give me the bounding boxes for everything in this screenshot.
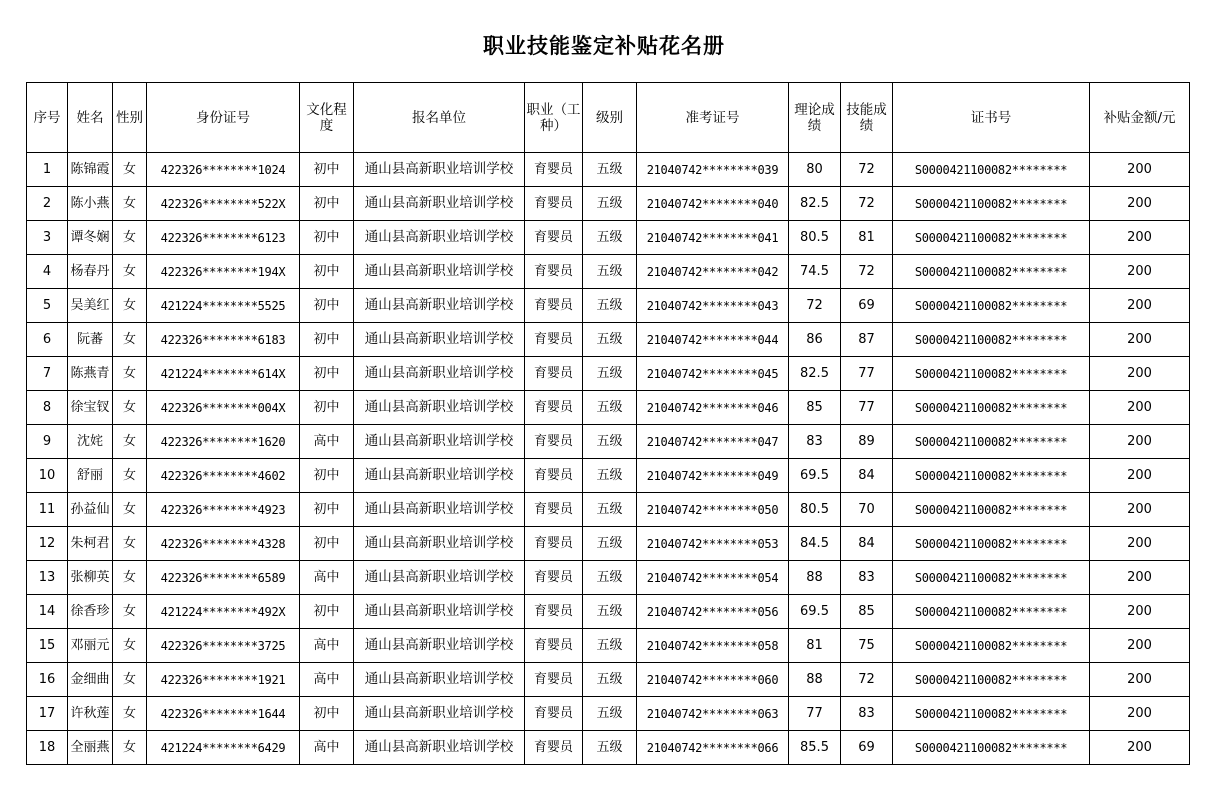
- table-row: [27, 255, 1190, 289]
- cell-id-number: 422326********6589: [147, 561, 300, 595]
- cell-name: 孙益仙: [68, 493, 113, 527]
- cell-skill-score: 69: [841, 731, 893, 765]
- cell-level: 五级: [583, 187, 637, 221]
- cell-skill-score: 72: [841, 187, 893, 221]
- cell-exam-no: 21040742********046: [637, 391, 789, 425]
- cell-amount: 200: [1090, 697, 1190, 731]
- cell-amount: 200: [1090, 187, 1190, 221]
- cell-job: 育婴员: [525, 731, 583, 765]
- cell-theory-score: 80: [789, 153, 841, 187]
- cell-id-number: 422326********6183: [147, 323, 300, 357]
- cell-unit: 通山县高新职业培训学校: [354, 561, 525, 595]
- cell-exam-no: 21040742********045: [637, 357, 789, 391]
- cell-skill-score: 84: [841, 527, 893, 561]
- cell-level: 五级: [583, 527, 637, 561]
- cell-unit: 通山县高新职业培训学校: [354, 595, 525, 629]
- cell-name: 阮蕃: [68, 323, 113, 357]
- cell-job: 育婴员: [525, 595, 583, 629]
- cell-theory-score: 80.5: [789, 493, 841, 527]
- cell-theory-score: 74.5: [789, 255, 841, 289]
- cell-unit: 通山县高新职业培训学校: [354, 187, 525, 221]
- cell-cert-no: S0000421100082********: [893, 255, 1090, 289]
- cell-level: 五级: [583, 391, 637, 425]
- cell-skill-score: 85: [841, 595, 893, 629]
- cell-job: 育婴员: [525, 289, 583, 323]
- cell-amount: 200: [1090, 527, 1190, 561]
- cell-sex: 女: [113, 493, 147, 527]
- cell-exam-no: 21040742********060: [637, 663, 789, 697]
- cell-level: 五级: [583, 595, 637, 629]
- cell-skill-score: 72: [841, 255, 893, 289]
- cell-name: 谭冬娴: [68, 221, 113, 255]
- cell-education: 高中: [300, 425, 354, 459]
- cell-sex: 女: [113, 459, 147, 493]
- cell-id-number: 422326********4923: [147, 493, 300, 527]
- cell-skill-score: 89: [841, 425, 893, 459]
- cell-name: 张柳英: [68, 561, 113, 595]
- cell-cert-no: S0000421100082********: [893, 663, 1090, 697]
- cell-level: 五级: [583, 425, 637, 459]
- cell-amount: 200: [1090, 731, 1190, 765]
- cell-amount: 200: [1090, 561, 1190, 595]
- cell-job: 育婴员: [525, 629, 583, 663]
- cell-skill-score: 77: [841, 357, 893, 391]
- cell-amount: 200: [1090, 629, 1190, 663]
- cell-amount: 200: [1090, 663, 1190, 697]
- cell-no: 7: [27, 357, 68, 391]
- cell-education: 高中: [300, 663, 354, 697]
- cell-id-number: 422326********004X: [147, 391, 300, 425]
- col-header-cert-no: 证书号: [893, 83, 1090, 153]
- cell-sex: 女: [113, 153, 147, 187]
- cell-id-number: 421224********6429: [147, 731, 300, 765]
- cell-skill-score: 87: [841, 323, 893, 357]
- cell-cert-no: S0000421100082********: [893, 391, 1090, 425]
- cell-sex: 女: [113, 357, 147, 391]
- cell-no: 15: [27, 629, 68, 663]
- cell-education: 初中: [300, 697, 354, 731]
- cell-theory-score: 88: [789, 663, 841, 697]
- cell-level: 五级: [583, 493, 637, 527]
- cell-sex: 女: [113, 255, 147, 289]
- cell-id-number: 422326********6123: [147, 221, 300, 255]
- cell-theory-score: 69.5: [789, 595, 841, 629]
- cell-theory-score: 83: [789, 425, 841, 459]
- cell-job: 育婴员: [525, 221, 583, 255]
- cell-skill-score: 75: [841, 629, 893, 663]
- cell-exam-no: 21040742********049: [637, 459, 789, 493]
- cell-amount: 200: [1090, 255, 1190, 289]
- cell-unit: 通山县高新职业培训学校: [354, 663, 525, 697]
- cell-no: 13: [27, 561, 68, 595]
- cell-amount: 200: [1090, 221, 1190, 255]
- cell-unit: 通山县高新职业培训学校: [354, 289, 525, 323]
- cell-cert-no: S0000421100082********: [893, 289, 1090, 323]
- cell-unit: 通山县高新职业培训学校: [354, 459, 525, 493]
- cell-level: 五级: [583, 289, 637, 323]
- cell-theory-score: 84.5: [789, 527, 841, 561]
- table-row: [27, 459, 1190, 493]
- cell-exam-no: 21040742********054: [637, 561, 789, 595]
- cell-exam-no: 21040742********063: [637, 697, 789, 731]
- cell-sex: 女: [113, 323, 147, 357]
- cell-no: 5: [27, 289, 68, 323]
- cell-unit: 通山县高新职业培训学校: [354, 629, 525, 663]
- cell-education: 初中: [300, 459, 354, 493]
- cell-education: 高中: [300, 731, 354, 765]
- cell-cert-no: S0000421100082********: [893, 459, 1090, 493]
- cell-sex: 女: [113, 697, 147, 731]
- cell-name: 陈锦霞: [68, 153, 113, 187]
- cell-name: 全丽燕: [68, 731, 113, 765]
- cell-level: 五级: [583, 459, 637, 493]
- cell-no: 10: [27, 459, 68, 493]
- cell-id-number: 421224********492X: [147, 595, 300, 629]
- cell-name: 许秋莲: [68, 697, 113, 731]
- cell-id-number: 421224********614X: [147, 357, 300, 391]
- table-row: [27, 323, 1190, 357]
- table-row: [27, 187, 1190, 221]
- cell-theory-score: 69.5: [789, 459, 841, 493]
- cell-sex: 女: [113, 527, 147, 561]
- cell-skill-score: 81: [841, 221, 893, 255]
- col-header-education: 文化程度: [300, 83, 354, 153]
- table-row: [27, 425, 1190, 459]
- cell-id-number: 422326********194X: [147, 255, 300, 289]
- cell-amount: 200: [1090, 595, 1190, 629]
- cell-unit: 通山县高新职业培训学校: [354, 221, 525, 255]
- cell-name: 金细曲: [68, 663, 113, 697]
- cell-no: 11: [27, 493, 68, 527]
- table-row: [27, 357, 1190, 391]
- cell-theory-score: 82.5: [789, 187, 841, 221]
- cell-cert-no: S0000421100082********: [893, 629, 1090, 663]
- cell-id-number: 421224********5525: [147, 289, 300, 323]
- cell-skill-score: 77: [841, 391, 893, 425]
- cell-id-number: 422326********1620: [147, 425, 300, 459]
- cell-id-number: 422326********522X: [147, 187, 300, 221]
- cell-name: 邓丽元: [68, 629, 113, 663]
- table-row: [27, 391, 1190, 425]
- cell-skill-score: 83: [841, 697, 893, 731]
- cell-theory-score: 81: [789, 629, 841, 663]
- cell-no: 14: [27, 595, 68, 629]
- cell-unit: 通山县高新职业培训学校: [354, 153, 525, 187]
- cell-job: 育婴员: [525, 255, 583, 289]
- cell-name: 吴美红: [68, 289, 113, 323]
- cell-job: 育婴员: [525, 527, 583, 561]
- cell-exam-no: 21040742********043: [637, 289, 789, 323]
- cell-unit: 通山县高新职业培训学校: [354, 323, 525, 357]
- cell-exam-no: 21040742********056: [637, 595, 789, 629]
- cell-exam-no: 21040742********058: [637, 629, 789, 663]
- cell-education: 高中: [300, 629, 354, 663]
- cell-theory-score: 77: [789, 697, 841, 731]
- cell-amount: 200: [1090, 425, 1190, 459]
- cell-no: 9: [27, 425, 68, 459]
- cell-unit: 通山县高新职业培训学校: [354, 493, 525, 527]
- cell-id-number: 422326********1644: [147, 697, 300, 731]
- cell-job: 育婴员: [525, 391, 583, 425]
- cell-level: 五级: [583, 357, 637, 391]
- cell-name: 徐宝钗: [68, 391, 113, 425]
- cell-name: 徐香珍: [68, 595, 113, 629]
- cell-sex: 女: [113, 425, 147, 459]
- cell-skill-score: 69: [841, 289, 893, 323]
- cell-amount: 200: [1090, 357, 1190, 391]
- cell-no: 6: [27, 323, 68, 357]
- cell-level: 五级: [583, 221, 637, 255]
- cell-education: 初中: [300, 221, 354, 255]
- table-row: [27, 493, 1190, 527]
- cell-sex: 女: [113, 629, 147, 663]
- cell-skill-score: 70: [841, 493, 893, 527]
- cell-exam-no: 21040742********040: [637, 187, 789, 221]
- col-header-skill: 技能成绩: [841, 83, 893, 153]
- cell-cert-no: S0000421100082********: [893, 731, 1090, 765]
- cell-name: 陈小燕: [68, 187, 113, 221]
- cell-id-number: 422326********1921: [147, 663, 300, 697]
- cell-amount: 200: [1090, 153, 1190, 187]
- cell-education: 初中: [300, 493, 354, 527]
- cell-job: 育婴员: [525, 187, 583, 221]
- col-header-level: 级别: [583, 83, 637, 153]
- cell-job: 育婴员: [525, 323, 583, 357]
- cell-education: 初中: [300, 357, 354, 391]
- cell-theory-score: 86: [789, 323, 841, 357]
- cell-level: 五级: [583, 731, 637, 765]
- cell-cert-no: S0000421100082********: [893, 357, 1090, 391]
- table-row: [27, 663, 1190, 697]
- cell-level: 五级: [583, 561, 637, 595]
- cell-name: 沈姹: [68, 425, 113, 459]
- cell-job: 育婴员: [525, 357, 583, 391]
- cell-job: 育婴员: [525, 561, 583, 595]
- table-row: [27, 527, 1190, 561]
- cell-cert-no: S0000421100082********: [893, 561, 1090, 595]
- cell-job: 育婴员: [525, 493, 583, 527]
- col-header-theory: 理论成绩: [789, 83, 841, 153]
- cell-id-number: 422326********4328: [147, 527, 300, 561]
- cell-education: 初中: [300, 595, 354, 629]
- cell-no: 16: [27, 663, 68, 697]
- cell-unit: 通山县高新职业培训学校: [354, 357, 525, 391]
- cell-unit: 通山县高新职业培训学校: [354, 391, 525, 425]
- cell-cert-no: S0000421100082********: [893, 527, 1090, 561]
- cell-amount: 200: [1090, 289, 1190, 323]
- cell-education: 初中: [300, 255, 354, 289]
- cell-id-number: 422326********1024: [147, 153, 300, 187]
- cell-theory-score: 80.5: [789, 221, 841, 255]
- cell-level: 五级: [583, 323, 637, 357]
- roster-body: [27, 153, 1190, 765]
- col-header-sex: 性别: [113, 83, 147, 153]
- cell-amount: 200: [1090, 323, 1190, 357]
- cell-id-number: 422326********4602: [147, 459, 300, 493]
- cell-unit: 通山县高新职业培训学校: [354, 697, 525, 731]
- table-row: [27, 697, 1190, 731]
- col-header-unit: 报名单位: [354, 83, 525, 153]
- header-row: [27, 83, 1190, 153]
- table-row: [27, 561, 1190, 595]
- cell-sex: 女: [113, 731, 147, 765]
- cell-level: 五级: [583, 153, 637, 187]
- cell-education: 高中: [300, 561, 354, 595]
- col-header-amount: 补贴金额/元: [1090, 83, 1190, 153]
- cell-amount: 200: [1090, 493, 1190, 527]
- cell-exam-no: 21040742********044: [637, 323, 789, 357]
- cell-cert-no: S0000421100082********: [893, 493, 1090, 527]
- cell-name: 杨春丹: [68, 255, 113, 289]
- cell-no: 2: [27, 187, 68, 221]
- cell-job: 育婴员: [525, 153, 583, 187]
- cell-theory-score: 88: [789, 561, 841, 595]
- cell-education: 初中: [300, 289, 354, 323]
- cell-skill-score: 83: [841, 561, 893, 595]
- cell-job: 育婴员: [525, 663, 583, 697]
- table-row: [27, 289, 1190, 323]
- table-row: [27, 595, 1190, 629]
- col-header-no: 序号: [27, 83, 68, 153]
- cell-no: 8: [27, 391, 68, 425]
- cell-theory-score: 72: [789, 289, 841, 323]
- cell-no: 1: [27, 153, 68, 187]
- cell-amount: 200: [1090, 391, 1190, 425]
- cell-unit: 通山县高新职业培训学校: [354, 425, 525, 459]
- cell-no: 3: [27, 221, 68, 255]
- cell-no: 17: [27, 697, 68, 731]
- cell-sex: 女: [113, 595, 147, 629]
- cell-job: 育婴员: [525, 425, 583, 459]
- cell-level: 五级: [583, 697, 637, 731]
- cell-no: 4: [27, 255, 68, 289]
- cell-exam-no: 21040742********047: [637, 425, 789, 459]
- cell-name: 朱柯君: [68, 527, 113, 561]
- page-title: 职业技能鉴定补贴花名册: [483, 34, 725, 58]
- cell-skill-score: 72: [841, 153, 893, 187]
- cell-sex: 女: [113, 391, 147, 425]
- cell-education: 初中: [300, 187, 354, 221]
- col-header-id: 身份证号: [147, 83, 300, 153]
- cell-name: 舒丽: [68, 459, 113, 493]
- cell-cert-no: S0000421100082********: [893, 323, 1090, 357]
- cell-level: 五级: [583, 255, 637, 289]
- cell-name: 陈燕青: [68, 357, 113, 391]
- cell-cert-no: S0000421100082********: [893, 187, 1090, 221]
- cell-cert-no: S0000421100082********: [893, 221, 1090, 255]
- cell-unit: 通山县高新职业培训学校: [354, 255, 525, 289]
- col-header-exam-no: 准考证号: [637, 83, 789, 153]
- table-row: [27, 629, 1190, 663]
- cell-theory-score: 85: [789, 391, 841, 425]
- cell-exam-no: 21040742********053: [637, 527, 789, 561]
- cell-education: 初中: [300, 391, 354, 425]
- cell-job: 育婴员: [525, 459, 583, 493]
- cell-sex: 女: [113, 663, 147, 697]
- cell-sex: 女: [113, 289, 147, 323]
- cell-education: 初中: [300, 323, 354, 357]
- cell-cert-no: S0000421100082********: [893, 153, 1090, 187]
- cell-exam-no: 21040742********066: [637, 731, 789, 765]
- cell-theory-score: 82.5: [789, 357, 841, 391]
- cell-cert-no: S0000421100082********: [893, 595, 1090, 629]
- cell-sex: 女: [113, 561, 147, 595]
- cell-id-number: 422326********3725: [147, 629, 300, 663]
- cell-cert-no: S0000421100082********: [893, 425, 1090, 459]
- col-header-job: 职业（工种）: [525, 83, 583, 153]
- cell-exam-no: 21040742********041: [637, 221, 789, 255]
- cell-level: 五级: [583, 629, 637, 663]
- cell-amount: 200: [1090, 459, 1190, 493]
- roster-table: [26, 82, 1190, 765]
- cell-skill-score: 84: [841, 459, 893, 493]
- col-header-name: 姓名: [68, 83, 113, 153]
- table-row: [27, 731, 1190, 765]
- cell-sex: 女: [113, 221, 147, 255]
- cell-no: 12: [27, 527, 68, 561]
- cell-education: 初中: [300, 153, 354, 187]
- cell-exam-no: 21040742********042: [637, 255, 789, 289]
- cell-job: 育婴员: [525, 697, 583, 731]
- cell-unit: 通山县高新职业培训学校: [354, 527, 525, 561]
- table-row: [27, 153, 1190, 187]
- cell-cert-no: S0000421100082********: [893, 697, 1090, 731]
- cell-level: 五级: [583, 663, 637, 697]
- cell-exam-no: 21040742********039: [637, 153, 789, 187]
- cell-theory-score: 85.5: [789, 731, 841, 765]
- cell-education: 初中: [300, 527, 354, 561]
- cell-sex: 女: [113, 187, 147, 221]
- cell-exam-no: 21040742********050: [637, 493, 789, 527]
- table-row: [27, 221, 1190, 255]
- cell-no: 18: [27, 731, 68, 765]
- cell-skill-score: 72: [841, 663, 893, 697]
- cell-unit: 通山县高新职业培训学校: [354, 731, 525, 765]
